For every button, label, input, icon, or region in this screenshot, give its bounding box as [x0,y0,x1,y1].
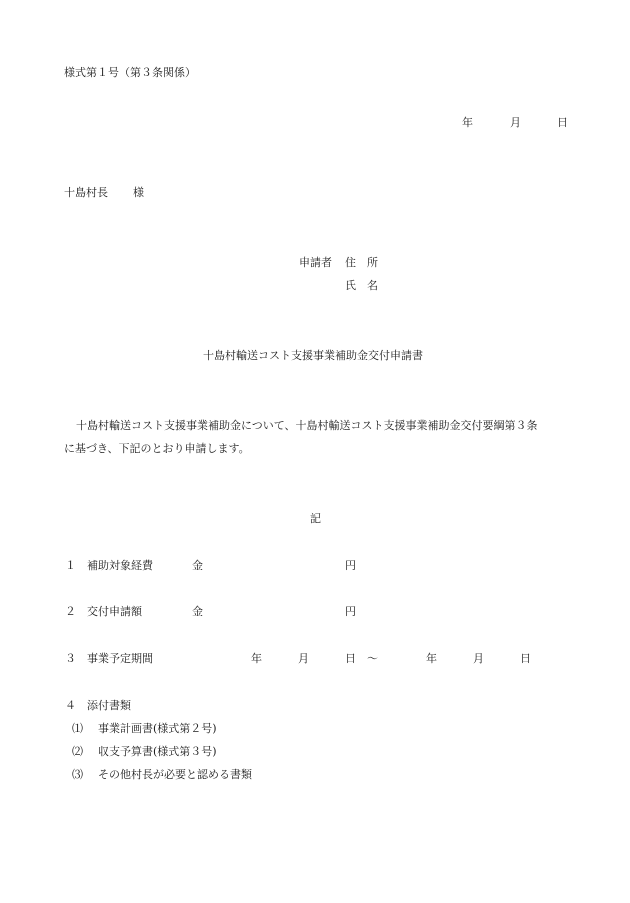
attachment-3-number: ⑶ [72,768,83,781]
date-month-label: 月 [510,116,521,129]
date-year-label: 年 [462,116,473,129]
item-2-label: 交付申請額 [87,605,142,618]
item-3-end-year: 年 [426,652,437,665]
document-title: 十島村輸送コスト支援事業補助金交付申請書 [203,349,423,362]
body-text-line-2: に基づき、下記のとおり申請します。 [64,442,250,455]
ki-heading: 記 [310,512,321,525]
item-3-end-day: 日 [520,652,531,665]
applicant-role: 申請者 [299,256,332,269]
item-3-label: 事業予定期間 [87,652,153,665]
attachment-3-text: その他村長が必要と認める書類 [98,768,252,781]
addressee-honorific: 様 [133,186,144,199]
item-3-start-year: 年 [251,652,262,665]
attachment-1-number: ⑴ [72,722,83,735]
item-1-kin: 金 [192,559,203,572]
attachment-2-number: ⑵ [72,745,83,758]
attachment-1-text: 事業計画書(様式第２号) [98,722,217,735]
item-4-number: ４ [65,699,76,712]
item-3-tilde: ～ [367,652,378,665]
item-2-kin: 金 [192,605,203,618]
item-2-yen: 円 [345,605,356,618]
item-4-label: 添付書類 [87,699,131,712]
applicant-address-label: 住 所 [345,256,378,269]
item-2-number: ２ [65,605,76,618]
item-3-number: ３ [65,652,76,665]
form-number: 様式第１号（第３条関係） [64,66,196,79]
addressee-name: 十島村長 [64,186,108,199]
attachment-2-text: 収支予算書(様式第３号) [98,745,217,758]
item-1-label: 補助対象経費 [87,559,153,572]
item-3-end-month: 月 [473,652,484,665]
date-day-label: 日 [557,116,568,129]
body-text-line-1: 十島村輸送コスト支援事業補助金について、十島村輸送コスト支援事業補助金交付要綱第３条 [76,419,538,432]
item-3-start-month: 月 [298,652,309,665]
item-1-number: １ [65,559,76,572]
item-3-start-day: 日 [345,652,356,665]
item-1-yen: 円 [345,559,356,572]
applicant-name-label: 氏 名 [345,279,378,292]
